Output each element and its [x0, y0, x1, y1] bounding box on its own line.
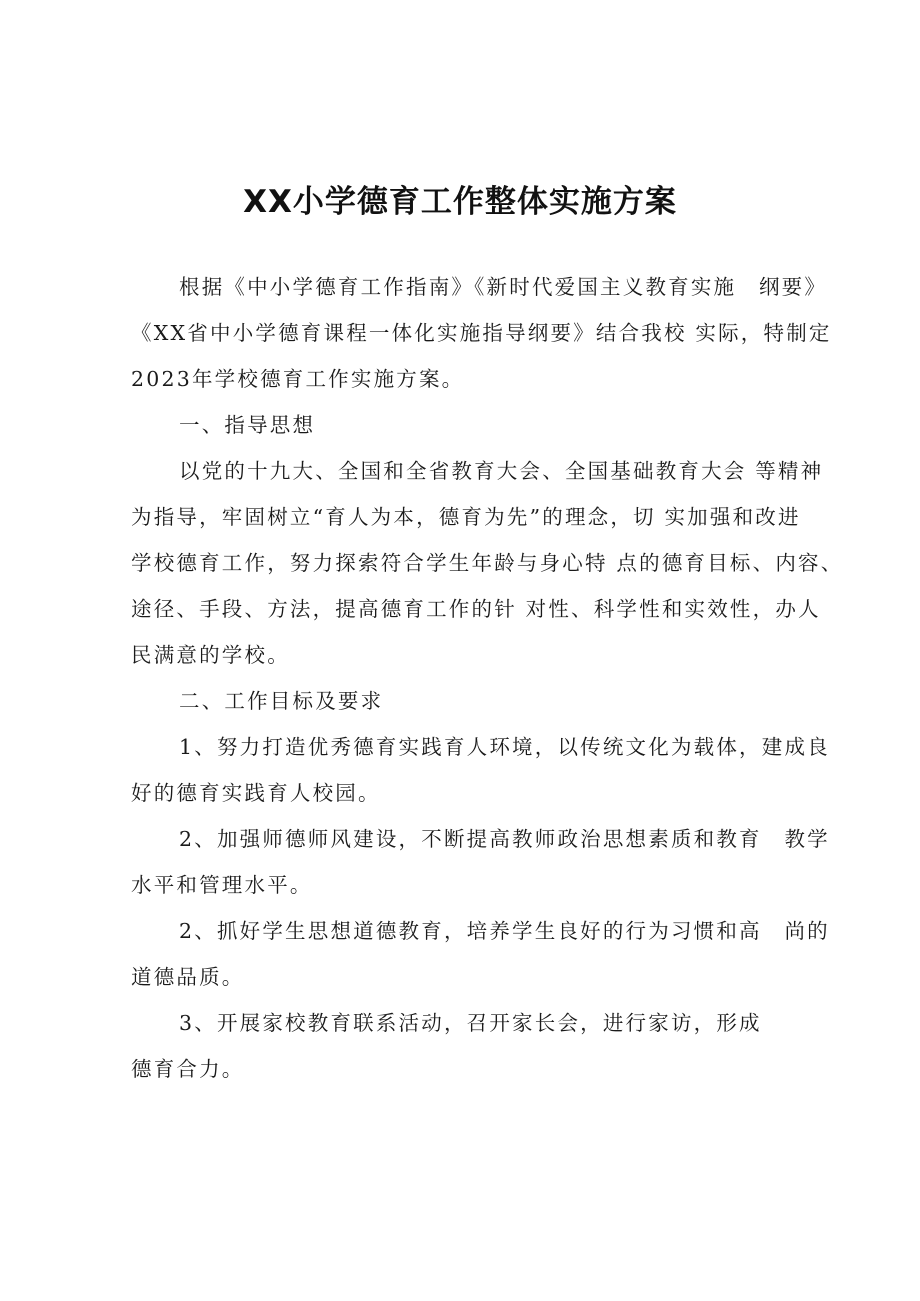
document-body: [131, 264, 844, 1092]
section-heading-goals-requirements: 二、工作目标及要求: [179, 689, 384, 713]
goal-item-2-line-1: 2、加强师德师风建设，不断提高教师政治思想素质和教育 教学: [179, 827, 830, 851]
goal-item-1-line-2: 好的德育实践育人校园。: [131, 781, 381, 805]
goal-item-4-line-1: 3、开展家校教育联系活动，召开家长会，进行家访，形成: [179, 1011, 762, 1035]
goal-item-2-line-2: 水平和管理水平。: [131, 873, 313, 897]
goal-item-4-line-2: 德育合力。: [131, 1057, 245, 1081]
goal-item-1-line-1: 1、努力打造优秀德育实践育人环境，以传统文化为载体，建成良: [179, 735, 830, 759]
paragraph-2-line-1: 以党的十九大、全国和全省教育大会、全国基础教育大会 等精神: [179, 459, 824, 483]
paragraph-2-line-3: 学校德育工作，努力探索符合学生年龄与身心特 点的德育目标、内容、: [131, 551, 844, 575]
section-heading-guiding-ideology: 一、指导思想: [179, 413, 316, 437]
goal-item-3-line-1: 2、抓好学生思想道德教育，培养学生良好的行为习惯和高 尚的: [179, 919, 830, 943]
paragraph-1-line-3: 2023年学校德育工作实施方案。: [131, 367, 465, 391]
paragraph-2-line-2: 为指导，牢固树立“育人为本，德育为先”的理念，切 实加强和改进: [131, 505, 801, 529]
document-title: XX小学德育工作整体实施方案: [243, 184, 677, 220]
paragraph-2-line-5: 民满意的学校。: [131, 643, 290, 667]
paragraph-1-line-2: 《XX省中小学德育课程一体化实施指导纲要》结合我校 实际，特制定: [131, 321, 832, 345]
paragraph-2-line-4: 途径、手段、方法，提高德育工作的针 对性、科学性和实效性，办人: [131, 597, 821, 621]
goal-item-3-line-2: 道德品质。: [131, 965, 245, 989]
paragraph-1-line-1: 根据《中小学德育工作指南》《新时代爱国主义教育实施 纲要》: [179, 275, 828, 299]
